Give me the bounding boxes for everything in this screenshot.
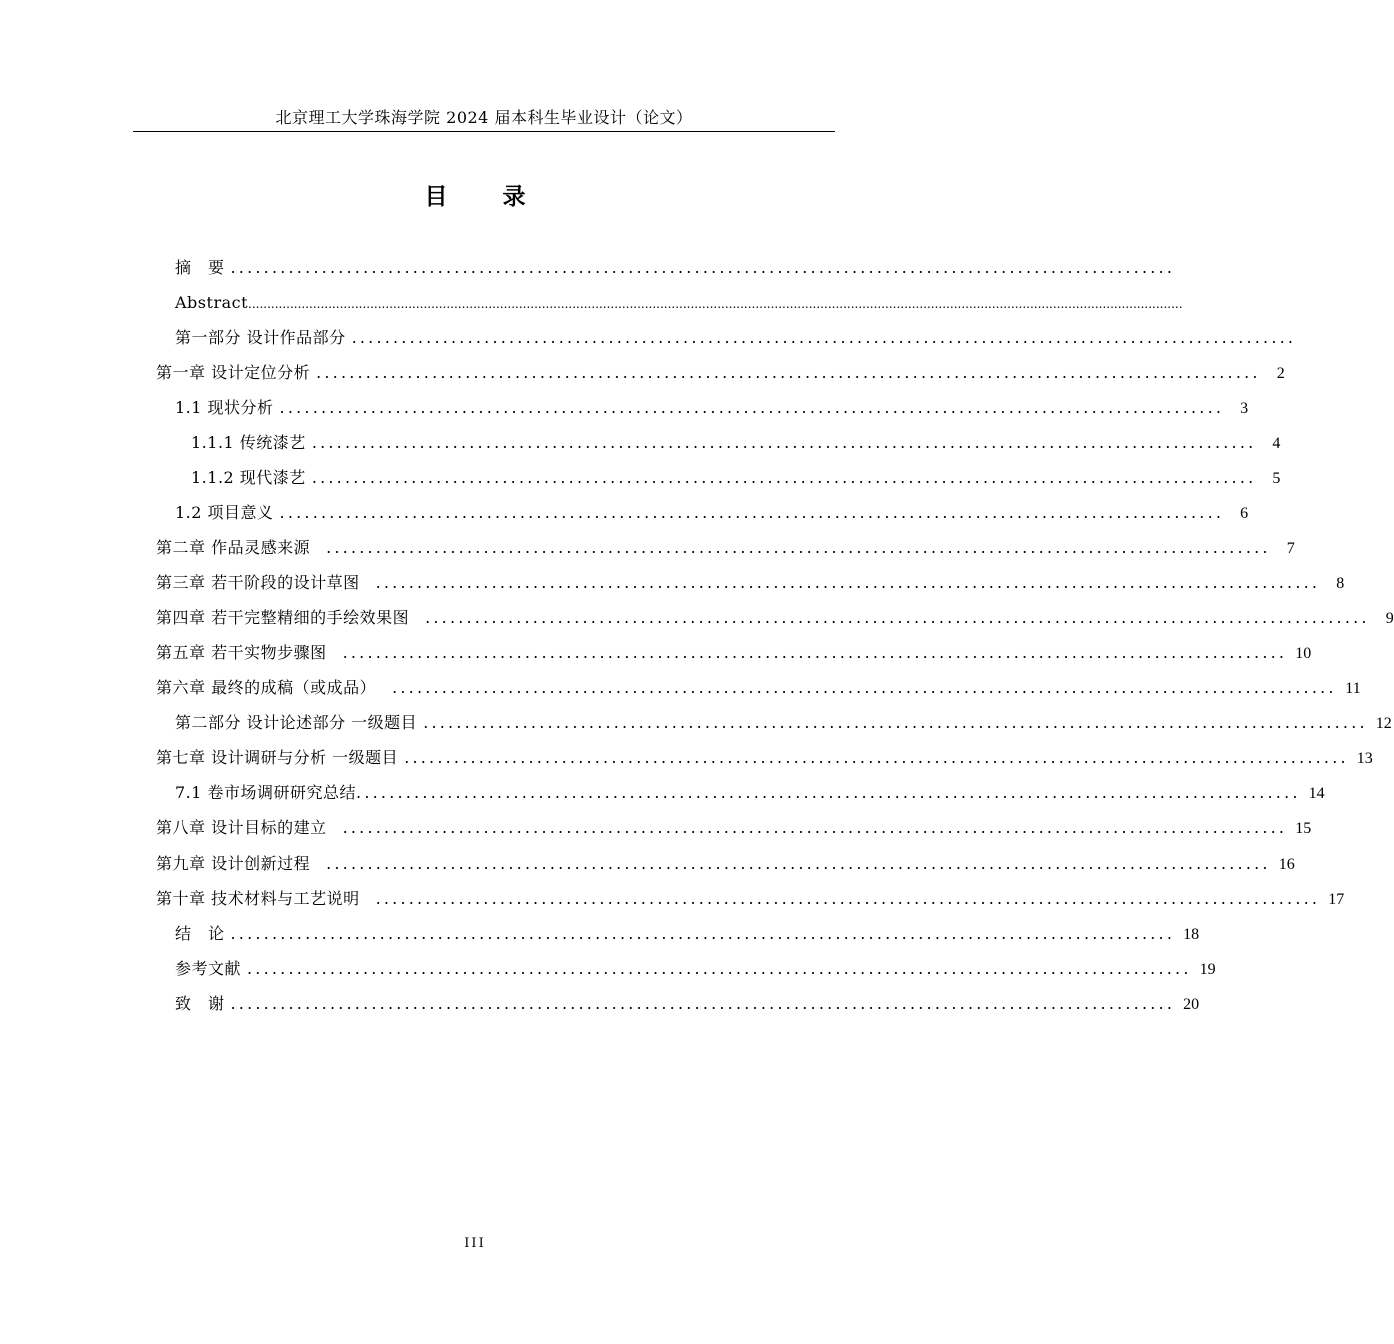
toc-entry-page: 7 (1286, 540, 1295, 557)
toc-entry-label: 第五章 若干实物步骤图 (156, 643, 327, 662)
toc-entry-chapter-4[interactable] (156, 606, 1394, 630)
toc-entry-page: 16 (1278, 856, 1295, 873)
toc-dot-leader: .................................................................................................................. (311, 468, 1257, 487)
toc-entry-label: 第八章 设计目标的建立 (156, 818, 327, 837)
toc-entry-abstract-cn[interactable] (175, 256, 1176, 280)
toc-entry-chapter-10[interactable] (156, 887, 1345, 911)
toc-entry-section-7-1[interactable] (175, 781, 1325, 805)
toc-dot-leader: .................................................................................................................. (342, 818, 1288, 837)
toc-entry-acknowledgements[interactable] (175, 992, 1200, 1016)
toc-entry-page: 18 (1183, 926, 1200, 943)
toc-dot-leader: .................................................................................................................. (356, 783, 1301, 802)
toc-dot-leader: .................................................................................................................. (392, 678, 1337, 697)
toc-entry-page: 10 (1295, 645, 1312, 662)
toc-dot-leader: .................................................................................................................. (316, 363, 1261, 382)
toc-entry-page: 13 (1356, 750, 1373, 767)
toc-entry-page: 14 (1308, 785, 1325, 802)
toc-entry-abstract-en[interactable] (175, 291, 1183, 315)
toc-entry-label: 第三章 若干阶段的设计草图 (156, 573, 360, 592)
toc-entry-section-1-2[interactable] (175, 501, 1249, 525)
toc-entry-section-1-1-2[interactable] (191, 466, 1281, 490)
toc-entry-section-1-1-1[interactable] (191, 431, 1281, 455)
toc-dot-leader: .................................................................................................................. (423, 713, 1368, 732)
toc-dot-leader: .................................................................................................................. (279, 398, 1225, 417)
toc-entry-page: 8 (1336, 575, 1345, 592)
toc-entry-chapter-5[interactable] (156, 641, 1312, 665)
toc-entry-conclusion[interactable] (175, 922, 1200, 946)
toc-entry-chapter-6[interactable] (156, 676, 1361, 700)
toc-entry-label: 1.2 项目意义 (175, 503, 274, 522)
toc-entry-page: 17 (1328, 891, 1345, 908)
toc-entry-label: 第二部分 设计论述部分 一级题目 (175, 713, 418, 732)
toc-dot-leader: .................................................................................................................. (230, 994, 1176, 1013)
toc-dot-leader: .................................................................................................................. (425, 608, 1370, 627)
toc-entry-page: 19 (1199, 961, 1216, 978)
toc-entry-label: 1.1.1 传统漆艺 (191, 433, 306, 452)
toc-entry-chapter-3[interactable] (156, 571, 1345, 595)
toc-dot-leader: .................................................................................................................. (342, 643, 1288, 662)
toc-entry-label: 致 谢 (175, 994, 225, 1013)
toc-entry-label: 第四章 若干完整精细的手绘效果图 (156, 608, 410, 627)
toc-entry-label: 第九章 设计创新过程 (156, 854, 311, 873)
toc-entry-chapter-1[interactable] (156, 361, 1285, 385)
toc-entry-page: 5 (1272, 470, 1281, 487)
toc-dot-leader: .................................................................................................................. (326, 854, 1271, 873)
toc-entry-label: Abstract (175, 293, 249, 312)
toc-dot-leader: .................................................................................................................. (247, 959, 1192, 978)
toc-entry-chapter-8[interactable] (156, 816, 1312, 840)
toc-dot-leader: .................................................................................................................. (351, 328, 1297, 347)
toc-entry-label: 第二章 作品灵感来源 (156, 538, 311, 557)
toc-entry-page: 12 (1375, 715, 1392, 732)
toc-entry-part-two[interactable] (175, 711, 1392, 735)
toc-entry-page: 11 (1345, 680, 1361, 697)
toc-entry-label: 摘 要 (175, 258, 225, 277)
toc-dot-leader: .................................................................................................................. (375, 889, 1321, 908)
toc-entry-page: 3 (1240, 400, 1249, 417)
page-header: 北京理工大学珠海学院 2024 届本科生毕业设计（论文） (133, 104, 835, 132)
toc-entry-page: 2 (1276, 365, 1285, 382)
toc-dot-leader: .................................................................................................................. (326, 538, 1271, 557)
toc-entry-label: 第七章 设计调研与分析 一级题目 (156, 748, 399, 767)
toc-entry-section-1-1[interactable] (175, 396, 1249, 420)
toc-dot-leader: .................................................................................................................. (404, 748, 1349, 767)
toc-dot-leader: .................................................................................................................. (311, 433, 1257, 452)
toc-entry-label: 第一章 设计定位分析 (156, 363, 311, 382)
toc-dot-leader: .................................................................................................................. (230, 258, 1176, 277)
toc-entry-label: 1.1.2 现代漆艺 (191, 468, 306, 487)
toc-entry-page: 9 (1385, 610, 1394, 627)
toc-entry-page: 4 (1272, 435, 1281, 452)
toc-entry-part-one[interactable] (175, 326, 1297, 350)
toc-dot-leader: .................................................................................................................. (279, 503, 1225, 522)
toc-entry-chapter-7[interactable] (156, 746, 1373, 770)
toc-entry-page: 20 (1183, 996, 1200, 1013)
toc-entry-chapter-9[interactable] (156, 852, 1295, 876)
toc-dot-leader: .................................................................................................................. (375, 573, 1321, 592)
toc-entry-page: 15 (1295, 820, 1312, 837)
toc-entry-label: 结 论 (175, 924, 225, 943)
toc-entry-label: 第一部分 设计作品部分 (175, 328, 346, 347)
page-number: III (464, 1236, 486, 1251)
toc-entry-chapter-2[interactable] (156, 536, 1295, 560)
toc-entry-label: 第十章 技术材料与工艺说明 (156, 889, 360, 908)
toc-entry-references[interactable] (175, 957, 1216, 981)
toc-entry-page: 6 (1240, 505, 1249, 522)
toc-entry-label: 第六章 最终的成稿（或成品） (156, 678, 377, 697)
toc-entry-label: 1.1 现状分析 (175, 398, 274, 417)
toc-entry-label: 参考文献 (175, 959, 242, 978)
toc-dot-leader: ..................................................................................................................................................................................................................................................... (248, 297, 1183, 311)
toc-dot-leader: .................................................................................................................. (230, 924, 1176, 943)
toc-title: 目 录 (424, 184, 542, 210)
toc-entry-label: 7.1 卷市场调研研究总结 (175, 783, 357, 802)
